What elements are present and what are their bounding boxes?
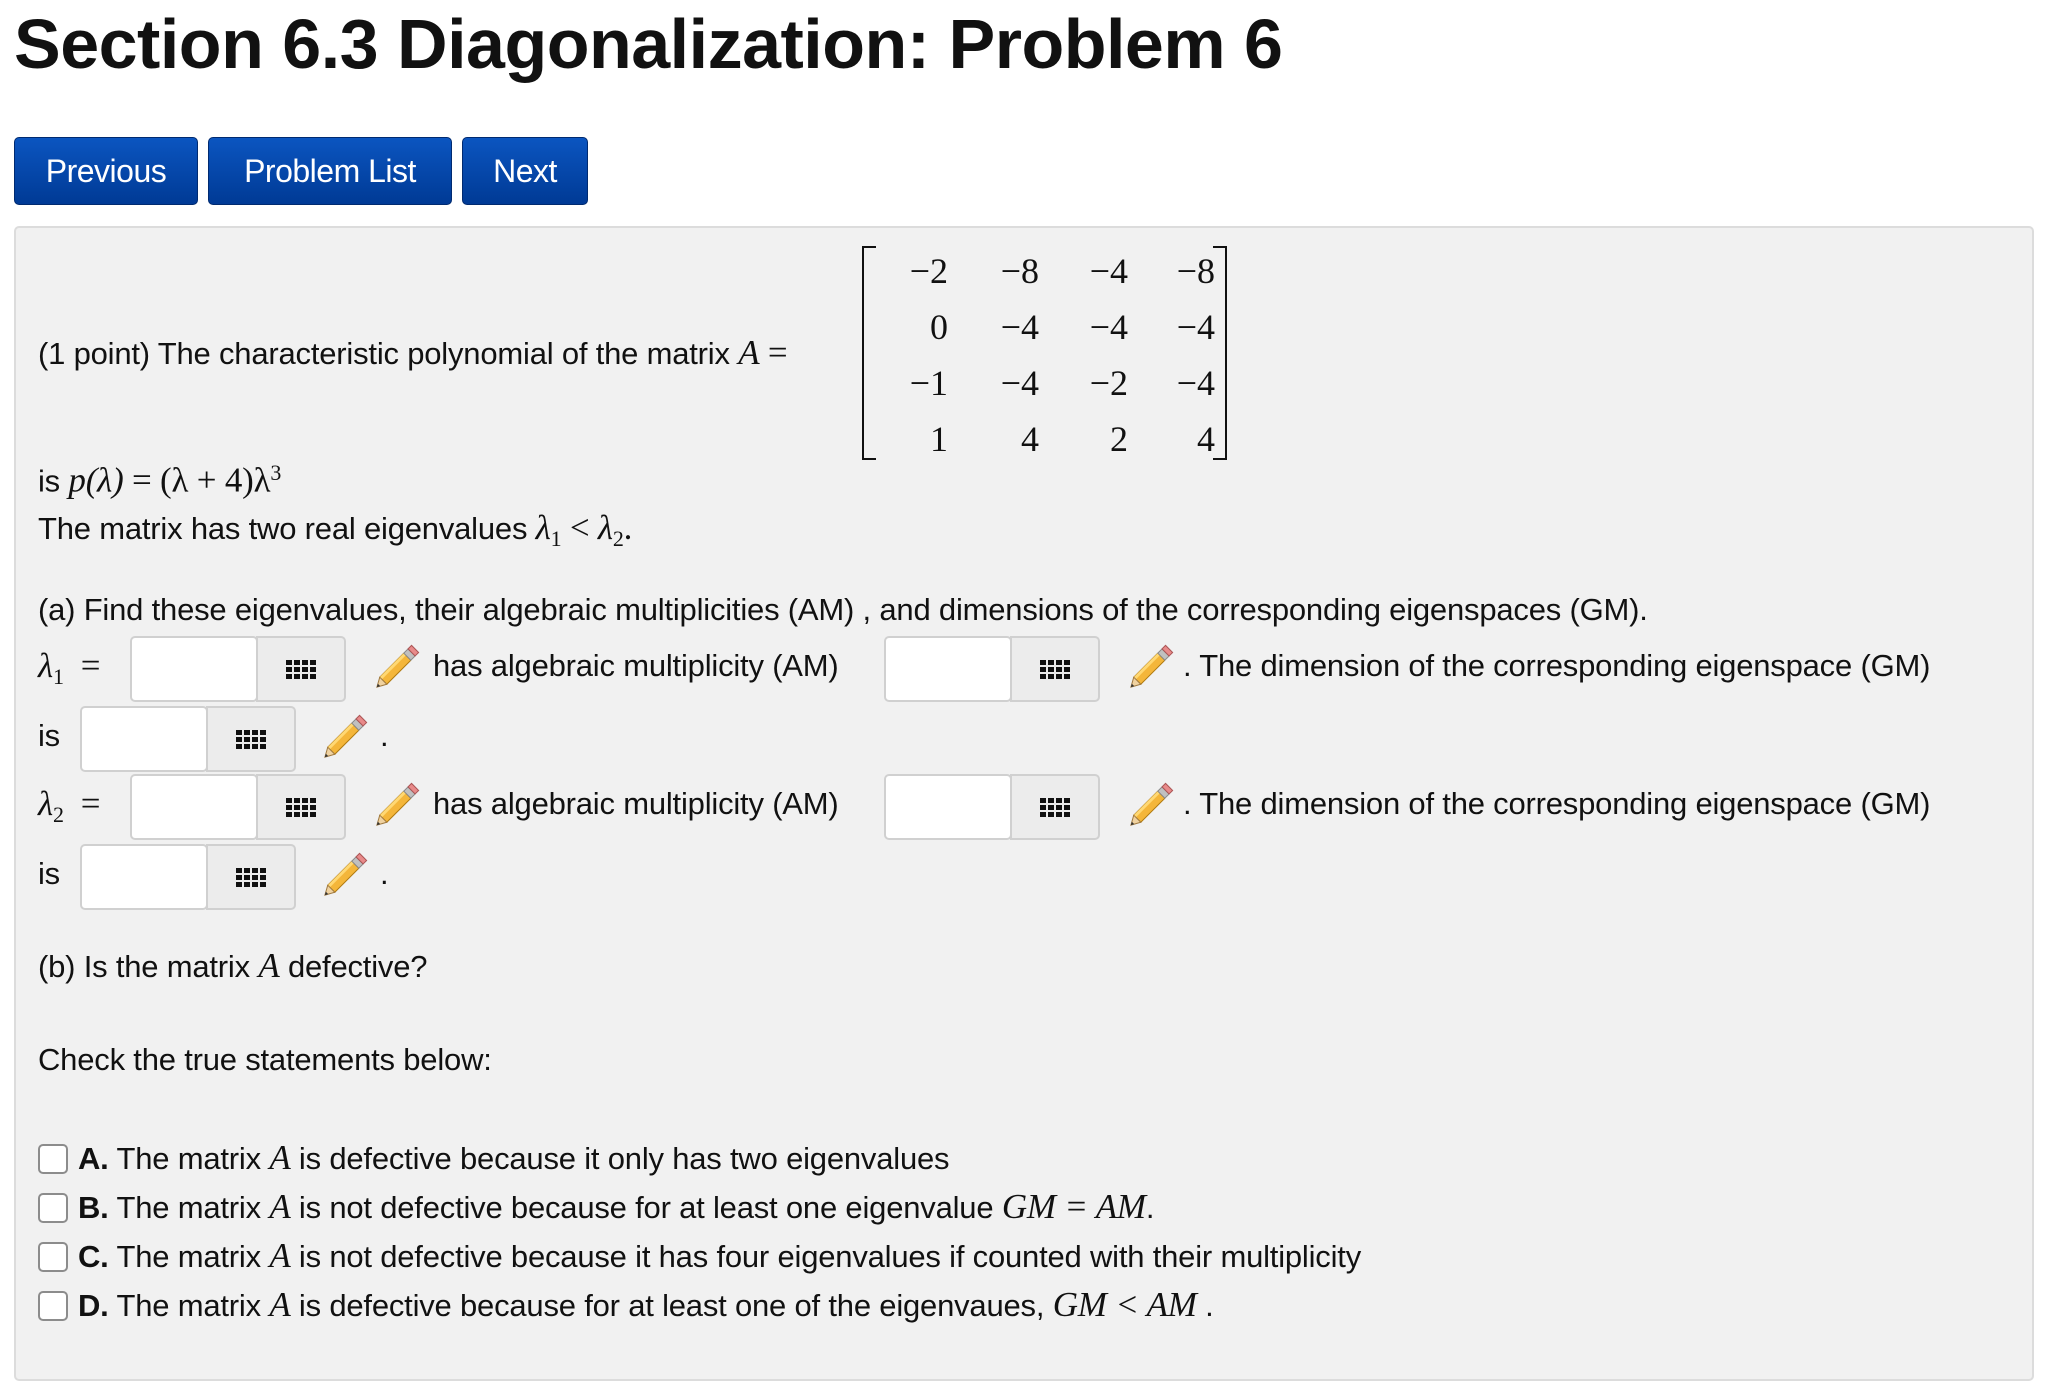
polynomial-line: is $p(\lambda) = (\lambda + 4)\lambda^3$ [38, 460, 282, 500]
pencil-icon[interactable] [316, 848, 372, 904]
part-a-prompt: (a) Find these eigenvalues, their algebraic multiplicities (AM) , and dimensions of the corresponding eigenspaces (GM). [38, 592, 1648, 627]
palette-button[interactable] [1010, 774, 1100, 840]
option-pre: The matrix [116, 1288, 261, 1323]
matrix-var: A [269, 1187, 291, 1226]
problem-intro [38, 333, 787, 373]
right-bracket [1213, 246, 1227, 460]
lambda-sub: 1 [52, 664, 64, 690]
option-label[interactable] [78, 1285, 1214, 1325]
option-math: GM < AM [1052, 1285, 1197, 1324]
palette-button[interactable] [256, 636, 346, 702]
am-label: has algebraic multiplicity (AM) [433, 648, 839, 683]
grid-icon [1040, 798, 1070, 817]
grid-icon [236, 730, 266, 749]
palette-button[interactable] [206, 706, 296, 772]
lambda-symbol: λ [38, 646, 53, 685]
palette-button[interactable] [206, 844, 296, 910]
am2-input[interactable] [884, 774, 1012, 840]
is-label: is [38, 856, 60, 891]
end-period: . [380, 856, 389, 891]
matrix-cell: −8 [1176, 251, 1215, 291]
matrix-cell: −1 [909, 363, 948, 403]
gm2-input[interactable] [80, 844, 208, 910]
page-title: Section 6.3 Diagonalization: Problem 6 [14, 5, 1283, 83]
option-label[interactable] [78, 1236, 1361, 1276]
option-text: is defective because for at least one of the eigenvaues, [298, 1288, 1045, 1323]
part-b-prompt [38, 946, 427, 986]
end-period: . [380, 718, 389, 753]
part-b-post: defective? [287, 949, 428, 984]
option-pre: The matrix [116, 1141, 261, 1176]
matrix-cell: 4 [1197, 419, 1215, 459]
am-label: has algebraic multiplicity (AM) [433, 786, 839, 821]
lambda-symbol: λ [597, 508, 613, 547]
lambda2-input[interactable] [130, 774, 258, 840]
lambda-symbol: λ [38, 784, 53, 823]
matrix-cell: 0 [930, 307, 948, 347]
matrix-cell: −2 [1089, 363, 1128, 403]
lambda1-input[interactable] [130, 636, 258, 702]
matrix-cell: 4 [1021, 419, 1039, 459]
option-letter: B. [78, 1190, 109, 1225]
matrix-var: A [258, 946, 280, 985]
matrix-var: A [269, 1138, 291, 1177]
matrix-cell: −2 [909, 251, 948, 291]
matrix-cell: 1 [930, 419, 948, 459]
am1-input[interactable] [884, 636, 1012, 702]
pencil-icon[interactable] [368, 778, 424, 834]
lambda1-label: $\lambda_1$ = [38, 646, 101, 690]
palette-button[interactable] [1010, 636, 1100, 702]
matrix-cell: −4 [1000, 307, 1039, 347]
poly-exponent: 3 [270, 460, 282, 485]
option-label[interactable] [78, 1138, 949, 1178]
matrix-var: A [269, 1236, 291, 1275]
pencil-icon[interactable] [1122, 778, 1178, 834]
grid-icon [286, 798, 316, 817]
lambda-sub: 2 [52, 802, 64, 828]
option-math: GM = AM [1001, 1187, 1146, 1226]
eigen-text: The matrix has two real eigenvalues [38, 511, 528, 546]
option-checkbox[interactable] [38, 1144, 68, 1174]
lambda-sub: 2 [612, 526, 624, 552]
eigen-statement [38, 508, 632, 552]
intro-text: (1 point) The characteristic polynomial of the matrix [38, 336, 730, 371]
option-checkbox[interactable] [38, 1193, 68, 1223]
matrix-var: A [738, 333, 760, 372]
is-prefix: is [38, 463, 60, 499]
option-tail: . [1145, 1190, 1155, 1225]
option-checkbox[interactable] [38, 1242, 68, 1272]
pencil-icon[interactable] [1122, 640, 1178, 696]
option-checkbox[interactable] [38, 1291, 68, 1321]
lambda-symbol: λ [535, 508, 551, 547]
pencil-icon[interactable] [316, 710, 372, 766]
gm-label: . The dimension of the corresponding eigenspace (GM) [1183, 786, 1931, 821]
poly-rhs: (λ + 4)λ [159, 460, 271, 500]
matrix-cell: −4 [1176, 363, 1215, 403]
gm1-input[interactable] [80, 706, 208, 772]
option-pre: The matrix [116, 1190, 261, 1225]
option-text: is defective because it only has two eigenvalues [298, 1141, 950, 1176]
gm-label: . The dimension of the corresponding eigenspace (GM) [1183, 648, 1931, 683]
option-label[interactable] [78, 1187, 1154, 1227]
problem-list-button[interactable]: Problem List [208, 137, 452, 205]
check-label: Check the true statements below: [38, 1042, 492, 1077]
period: . [623, 508, 633, 547]
grid-icon [236, 868, 266, 887]
next-button[interactable]: Next [462, 137, 588, 205]
poly-lhs: p(λ) [68, 460, 124, 500]
lambda-sub: 1 [550, 526, 562, 552]
is-label: is [38, 718, 60, 753]
equals-sign: = [767, 333, 788, 372]
matrix-cell: −8 [1000, 251, 1039, 291]
matrix-cell: −4 [1089, 307, 1128, 347]
pencil-icon[interactable] [368, 640, 424, 696]
option-pre: The matrix [116, 1239, 261, 1274]
previous-button[interactable]: Previous [14, 137, 198, 205]
matrix-cell: 2 [1110, 419, 1128, 459]
less-than: < [569, 508, 590, 547]
option-letter: A. [78, 1141, 109, 1176]
grid-icon [286, 660, 316, 679]
matrix-cell: −4 [1000, 363, 1039, 403]
option-tail: . [1196, 1288, 1214, 1323]
grid-icon [1040, 660, 1070, 679]
option-text: is not defective because it has four eigenvalues if counted with their multiplicity [298, 1239, 1362, 1274]
matrix-cell: −4 [1089, 251, 1128, 291]
lambda2-label: $\lambda_2$ = [38, 784, 101, 828]
option-letter: C. [78, 1239, 109, 1274]
option-letter: D. [78, 1288, 109, 1323]
matrix-A [862, 246, 1227, 458]
matrix-var: A [269, 1285, 291, 1324]
part-b-pre: (b) Is the matrix [38, 949, 250, 984]
matrix-cell: −4 [1176, 307, 1215, 347]
option-text: is not defective because for at least one eigenvalue [298, 1190, 994, 1225]
palette-button[interactable] [256, 774, 346, 840]
